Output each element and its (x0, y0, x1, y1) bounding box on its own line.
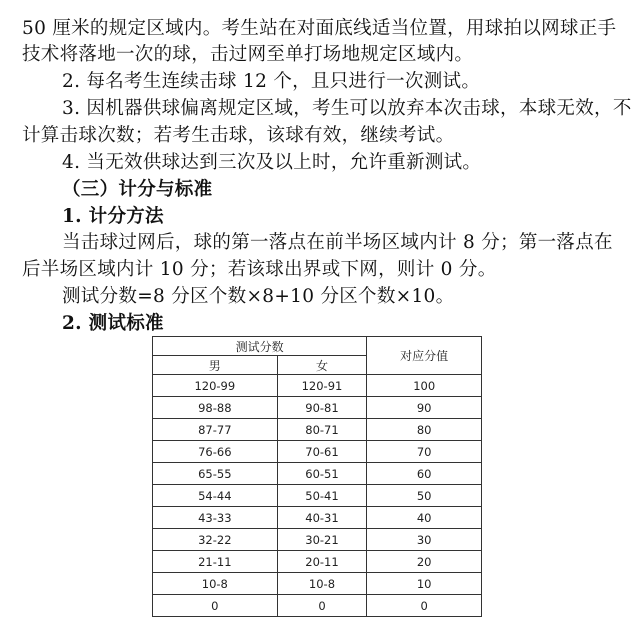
cell-points: 40 (367, 507, 482, 529)
cell-male-range: 65-55 (153, 463, 278, 485)
cell-male-range: 0 (153, 595, 278, 617)
table-row (153, 595, 482, 617)
table-row (153, 529, 482, 551)
cell-female-range: 60-51 (277, 463, 367, 485)
cell-points: 100 (367, 375, 482, 397)
cell-male-range: 32-22 (153, 529, 278, 551)
paragraph-line: 技术将落地一次的球，击过网至单打场地规定区域内。 (22, 44, 474, 65)
table-row (153, 485, 482, 507)
cell-male-range: 54-44 (153, 485, 278, 507)
table-body (153, 375, 482, 617)
cell-male-range: 21-11 (153, 551, 278, 573)
score-formula: 测试分数=8 分区个数×8+10 分区个数×10。 (62, 286, 455, 307)
cell-points: 80 (367, 419, 482, 441)
section-heading: （三）计分与标准 (62, 179, 213, 200)
rule-item-3: 3. 因机器供球偏离规定区域，考生可以放弃本次击球，本球无效，不 (62, 98, 632, 119)
cell-points: 10 (367, 573, 482, 595)
cell-points: 90 (367, 397, 482, 419)
cell-female-range: 40-31 (277, 507, 367, 529)
subsection-heading-scoring-method: 1. 计分方法 (62, 206, 164, 227)
table-row (153, 573, 482, 595)
cell-female-range: 20-11 (277, 551, 367, 573)
paragraph-line: 后半场区域内计 10 分；若该球出界或下网，则计 0 分。 (22, 259, 497, 280)
table-header-male: 男 (153, 356, 278, 375)
cell-points: 70 (367, 441, 482, 463)
rule-item-2: 2. 每名考生连续击球 12 个，且只进行一次测试。 (62, 71, 481, 92)
table-row (153, 551, 482, 573)
cell-male-range: 10-8 (153, 573, 278, 595)
table-row (153, 375, 482, 397)
cell-points: 20 (367, 551, 482, 573)
table-row (153, 397, 482, 419)
cell-female-range: 70-61 (277, 441, 367, 463)
paragraph-line: 当击球过网后，球的第一落点在前半场区域内计 8 分；第一落点在 (62, 232, 613, 253)
cell-female-range: 80-71 (277, 419, 367, 441)
cell-points: 50 (367, 485, 482, 507)
table-row (153, 507, 482, 529)
table-header-test-score: 测试分数 (153, 337, 367, 356)
cell-points: 30 (367, 529, 482, 551)
cell-points: 0 (367, 595, 482, 617)
subsection-heading-test-standard: 2. 测试标准 (62, 313, 164, 334)
cell-male-range: 87-77 (153, 419, 278, 441)
cell-male-range: 120-99 (153, 375, 278, 397)
cell-female-range: 120-91 (277, 375, 367, 397)
cell-female-range: 30-21 (277, 529, 367, 551)
cell-female-range: 50-41 (277, 485, 367, 507)
cell-female-range: 90-81 (277, 397, 367, 419)
score-standard-table (152, 336, 482, 617)
cell-male-range: 43-33 (153, 507, 278, 529)
cell-female-range: 10-8 (277, 573, 367, 595)
rule-item-4: 4. 当无效供球达到三次及以上时，允许重新测试。 (62, 152, 482, 173)
table-row (153, 419, 482, 441)
cell-male-range: 76-66 (153, 441, 278, 463)
paragraph-line: 50 厘米的规定区域内。考生站在对面底线适当位置，用球拍以网球正手 (22, 18, 617, 39)
table-header-female: 女 (277, 356, 367, 375)
cell-female-range: 0 (277, 595, 367, 617)
paragraph-line: 计算击球次数；若考生击球，该球有效，继续考试。 (22, 125, 455, 146)
cell-points: 60 (367, 463, 482, 485)
table-header-points: 对应分值 (367, 337, 482, 375)
table-row (153, 441, 482, 463)
cell-male-range: 98-88 (153, 397, 278, 419)
table-row (153, 463, 482, 485)
